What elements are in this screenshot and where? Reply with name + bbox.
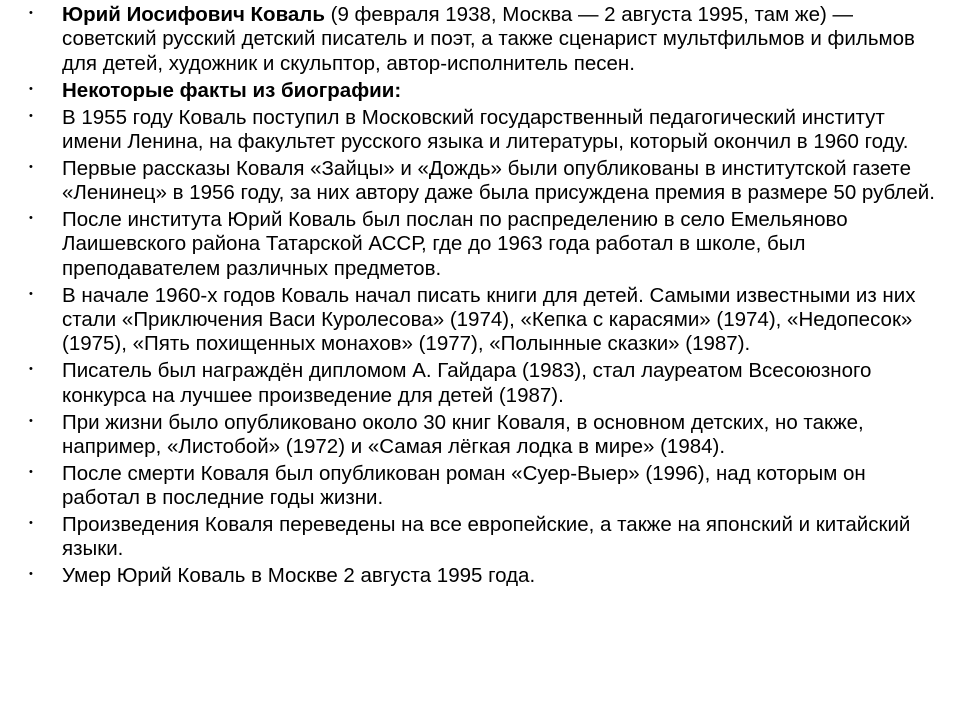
bullet-fact (28, 462, 938, 511)
bullet-dot-icon: • (29, 287, 33, 300)
fact-text: После смерти Коваля был опубликован роман «Суер-Выер» (1996), над которым он работал в последние годы жизни. (62, 461, 866, 510)
fact-text: После института Юрий Коваль был послан по распределению в село Емельяново Лаишевского района Татарской АССР, где до 1963 года работал в школе, был преподавателем различных предметов. (62, 208, 848, 280)
bullet-fact (28, 106, 938, 155)
bullet-fact (28, 564, 938, 588)
bullet-fact (28, 513, 938, 562)
bullet-list (28, 3, 938, 591)
bullet-dot-icon: • (29, 82, 33, 95)
bullet-fact (28, 359, 938, 408)
bullet-dot-icon: • (29, 363, 33, 376)
bullet-dot-icon: • (29, 517, 33, 530)
bullet-dot-icon: • (29, 7, 33, 19)
fact-text: Умер Юрий Коваль в Москве 2 августа 1995 года. (62, 564, 536, 588)
bullet-fact (28, 208, 938, 281)
bullet-intro (28, 3, 938, 76)
fact-text: Писатель был награждён дипломом А. Гайдара (1983), стал лауреатом Всесоюзного конкурса на лучшее произведение для детей (1987). (62, 359, 872, 407)
fact-text: Первые рассказы Коваля «Зайцы» и «Дождь» были опубликованы в институтской газете «Ленинец» в 1956 году, за них автору даже была присуждена премия в размере 50 рублей. (62, 156, 935, 205)
bullet-fact (28, 411, 938, 460)
facts-heading: Некоторые факты из биографии: (62, 78, 402, 102)
intro-text: (9 февраля 1938, Москва — 2 августа 1995, там же) — советский русский детский писатель и поэт, а также сценарист мультфильмов и фильмов для детей, художник и скульптор, автор-исполнитель песен. (62, 3, 915, 75)
fact-text: В начале 1960-х годов Коваль начал писать книги для детей. Самыми известными из них стали «Приключения Васи Куролесова» (1974), «Кепка с карасями» (1974), «Недопесок» (1975), «Пять похищенных монахов» (1977), «Полынные сказки» (1987). (62, 283, 916, 356)
author-name: Юрий Иосифович Коваль (62, 3, 325, 26)
bullet-facts-heading (28, 79, 938, 103)
bullet-dot-icon: • (29, 160, 33, 173)
bullet-dot-icon: • (29, 414, 33, 427)
bullet-dot-icon: • (29, 568, 33, 581)
bullet-dot-icon: • (29, 212, 33, 225)
fact-text: В 1955 году Коваль поступил в Московский государственный педагогический институт имени Ленина, на факультет русского языка и литературы, который окончил в 1960 году. (62, 105, 909, 153)
bullet-fact (28, 284, 938, 357)
fact-text: Произведения Коваля переведены на все европейские, а также на японский и китайский языки. (62, 513, 911, 561)
bullet-fact (28, 157, 938, 206)
fact-text: При жизни было опубликовано около 30 книг Коваля, в основном детских, но также, например, «Листобой» (1972) и «Самая лёгкая лодка в мире» (1984). (62, 410, 864, 458)
bullet-dot-icon: • (29, 109, 33, 122)
bullet-dot-icon: • (29, 465, 33, 478)
